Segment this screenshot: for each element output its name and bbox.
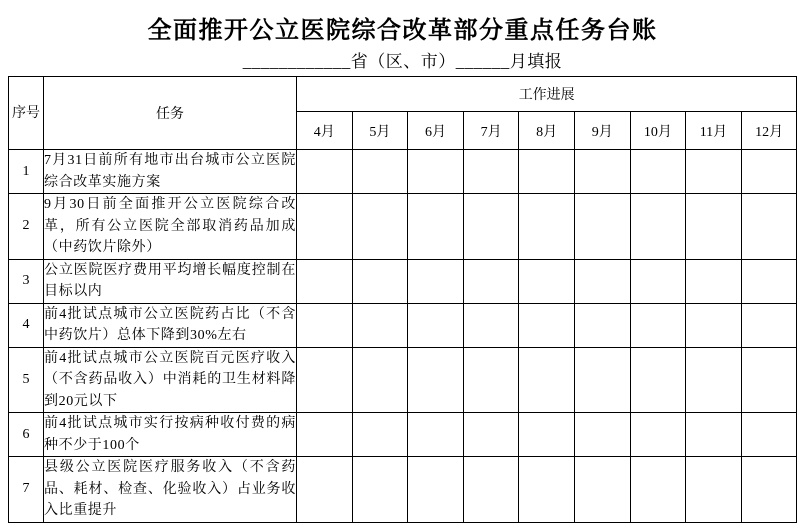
progress-cell [297,259,353,303]
progress-cell [463,457,519,523]
progress-cell [352,259,408,303]
month-header-sep: 9月 [574,112,630,150]
progress-cell [519,194,575,260]
progress-cell [352,347,408,413]
month-header-aug: 8月 [519,112,575,150]
progress-cell [741,457,797,523]
progress-cell [463,347,519,413]
progress-cell [574,457,630,523]
month-header-oct: 10月 [630,112,686,150]
progress-cell [297,457,353,523]
progress-cell [519,457,575,523]
progress-cell [686,413,742,457]
progress-cell [741,194,797,260]
task-cell: 前4批试点城市公立医院百元医疗收入（不含药品收入）中消耗的卫生材料降到20元以下 [44,347,297,413]
progress-cell [519,259,575,303]
progress-cell [574,347,630,413]
document-subtitle: ____________省（区、市）______月填报 [242,52,563,71]
progress-cell [519,347,575,413]
progress-cell [297,150,353,194]
progress-cell [519,303,575,347]
row-index: 5 [9,347,44,413]
table-row [9,259,797,303]
month-header-jul: 7月 [463,112,519,150]
month-header-dec: 12月 [741,112,797,150]
progress-cell [352,194,408,260]
task-cell: 前4批试点城市公立医院药占比（不含中药饮片）总体下降到30%左右 [44,303,297,347]
table-row [9,457,797,523]
progress-cell [574,194,630,260]
progress-cell [408,457,464,523]
table-row [9,303,797,347]
progress-cell [630,150,686,194]
row-index: 3 [9,259,44,303]
progress-cell [630,413,686,457]
table-row [9,413,797,457]
progress-cell [574,259,630,303]
month-header-jun: 6月 [408,112,464,150]
progress-cell [463,303,519,347]
progress-cell [741,303,797,347]
progress-cell [686,194,742,260]
progress-cell [297,347,353,413]
document-title: 全面推开公立医院综合改革部分重点任务台账 [147,18,658,44]
progress-cell [630,259,686,303]
progress-cell [686,150,742,194]
header-progress-group: 工作进展 [297,77,797,112]
progress-cell [741,150,797,194]
header-index-column: 序号 [9,77,44,150]
table-row [9,150,797,194]
header-task-column: 任务 [44,77,297,150]
progress-cell [297,303,353,347]
progress-cell [574,150,630,194]
row-index: 6 [9,413,44,457]
month-header-apr: 4月 [297,112,353,150]
table-row [9,347,797,413]
progress-cell [408,150,464,194]
progress-cell [686,303,742,347]
progress-cell [630,303,686,347]
progress-cell [686,347,742,413]
progress-cell [630,194,686,260]
row-index: 4 [9,303,44,347]
progress-cell [408,303,464,347]
progress-cell [352,457,408,523]
task-cell: 9月30日前全面推开公立医院综合改革，所有公立医院全部取消药品加成（中药饮片除外） [44,194,297,260]
progress-cell [352,303,408,347]
progress-cell [741,347,797,413]
progress-cell [297,413,353,457]
progress-cell [686,457,742,523]
row-index: 2 [9,194,44,260]
month-header-nov: 11月 [686,112,742,150]
progress-cell [574,413,630,457]
progress-cell [519,413,575,457]
progress-cell [574,303,630,347]
progress-cell [352,150,408,194]
progress-cell [297,194,353,260]
progress-cell [352,413,408,457]
progress-cell [408,413,464,457]
progress-cell [686,259,742,303]
progress-cell [408,194,464,260]
task-cell: 县级公立医院医疗服务收入（不含药品、耗材、检查、化验收入）占业务收入比重提升 [44,457,297,523]
progress-cell [408,259,464,303]
progress-cell [630,457,686,523]
row-index: 7 [9,457,44,523]
month-header-may: 5月 [352,112,408,150]
row-index: 1 [9,150,44,194]
task-cell: 7月31日前所有地市出台城市公立医院综合改革实施方案 [44,150,297,194]
progress-cell [630,347,686,413]
task-cell: 前4批试点城市实行按病种收付费的病种不少于100个 [44,413,297,457]
progress-cell [741,413,797,457]
progress-cell [741,259,797,303]
table-row [9,194,797,260]
progress-cell [463,150,519,194]
task-ledger-table [8,76,797,523]
progress-cell [519,150,575,194]
progress-cell [463,259,519,303]
progress-cell [463,194,519,260]
progress-cell [408,347,464,413]
progress-cell [463,413,519,457]
task-cell: 公立医院医疗费用平均增长幅度控制在目标以内 [44,259,297,303]
